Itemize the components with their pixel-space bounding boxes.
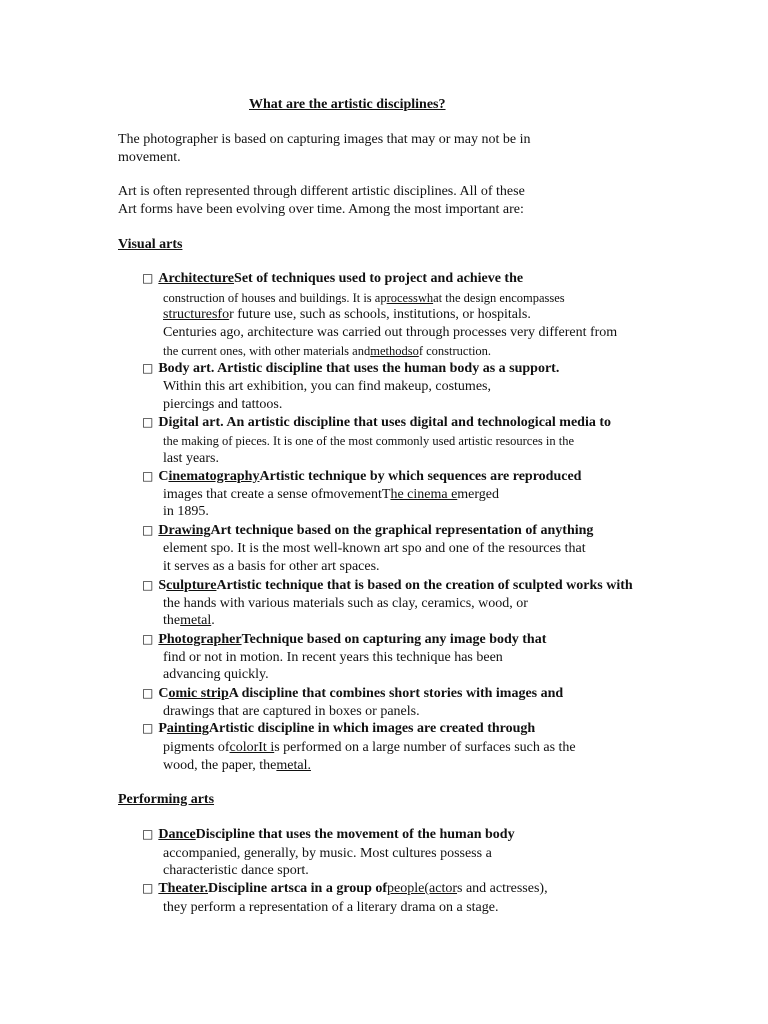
visual-arts-item-4-description-line-2: in 1895. [163, 504, 209, 519]
visual-arts-item-8-description-line-1: drawings that are captured in boxes or panels. [163, 704, 420, 719]
visual-arts-item-3-description-line-2: last years. [163, 451, 219, 466]
visual-arts-item-1-description-line-2: structuresfor future use, such as schools, institutions, or hospitals. [163, 307, 531, 322]
visual-arts-item-1-heading: □ ArchitectureSet of techniques used to project and achieve the [142, 271, 524, 286]
visual-arts-item-5-description-line-2: it serves as a basis for other art spaces. [163, 559, 380, 574]
performing-arts-item-1-description-line-1: accompanied, generally, by music. Most cultures possess a [163, 846, 492, 861]
visual-arts-item-9-heading: □ PaintingArtistic discipline in which images are created through [142, 721, 536, 736]
visual-arts-item-1-description-line-1: construction of houses and buildings. It is aprocesswhat the design encompasses [163, 291, 565, 305]
bullet-box-icon: □ [142, 523, 154, 537]
visual-arts-item-7-description-line-1: find or not in motion. In recent years this technique has been [163, 650, 503, 665]
visual-arts-item-4-heading: □ CinematographyArtistic technique by which sequences are reproduced [142, 469, 582, 484]
bullet-box-icon: □ [142, 469, 154, 483]
bullet-box-icon: □ [142, 721, 154, 735]
visual-arts-item-8-heading: □ Comic stripA discipline that combines short stories with images and [142, 686, 564, 701]
discipline-name: Architecture [158, 271, 235, 286]
performing-arts-item-1-heading: □ DanceDiscipline that uses the movement of the human body [142, 827, 515, 842]
visual-arts-item-2-heading [142, 359, 559, 378]
bullet-box-icon: □ [142, 361, 154, 375]
discipline-name: inematography [168, 469, 260, 484]
visual-arts-item-2-description-line-1: Within this art exhibition, you can find makeup, costumes, [163, 379, 491, 394]
visual-arts-item-4-description-line-1: images that create a sense ofmovementThe cinema emerged [163, 487, 500, 502]
discipline-name: Dance [158, 827, 196, 842]
visual-arts-item-1-description-line-3: Centuries ago, architecture was carried out through processes very different from [163, 325, 618, 340]
intro-paragraph-2-line-2: Art forms have been evolving over time. Among the most important are: [118, 202, 524, 217]
bullet-box-icon: □ [142, 271, 154, 285]
performing-arts-item-1-description-line-2: characteristic dance sport. [163, 863, 309, 878]
discipline-name: culpture [166, 578, 217, 593]
discipline-name: Theater. [158, 881, 208, 896]
visual-arts-item-2-description-line-2: piercings and tattoos. [163, 397, 283, 412]
bullet-box-icon: □ [142, 686, 154, 700]
intro-paragraph-1-line-1: The photographer is based on capturing images that may or may not be in [118, 132, 531, 147]
doc-title: What are the artistic disciplines? [249, 97, 446, 112]
visual-arts-item-3-heading [142, 413, 611, 432]
bullet-box-icon: □ [142, 881, 154, 895]
discipline-name: Body art. Artistic discipline that uses the human body as a support. [158, 361, 560, 376]
visual-arts-item-6-description-line-2: themetal. [163, 613, 215, 628]
discipline-name: omic strip [168, 686, 229, 701]
visual-arts-item-5-description-line-1: element spo. It is the most well-known art spo and one of the resources that [163, 541, 586, 556]
discipline-name: ainting [166, 721, 209, 736]
section-heading-visual-arts: Visual arts [118, 237, 183, 252]
visual-arts-item-6-heading: □ SculptureArtistic technique that is based on the creation of sculpted works with [142, 578, 633, 593]
visual-arts-item-5-heading: □ DrawingArt technique based on the graphical representation of anything [142, 523, 594, 538]
bullet-box-icon: □ [142, 827, 154, 841]
discipline-name: Digital art. An artistic discipline that uses digital and technological media to [158, 415, 612, 430]
bullet-box-icon: □ [142, 415, 154, 429]
visual-arts-item-7-description-line-2: advancing quickly. [163, 667, 269, 682]
section-heading-performing-arts: Performing arts [118, 792, 215, 807]
discipline-name: Drawing [158, 523, 211, 538]
visual-arts-item-9-description-line-1: pigments ofcolorIt is performed on a large number of surfaces such as the [163, 740, 576, 755]
visual-arts-item-1-description-line-4: the current ones, with other materials andmethodsof construction. [163, 344, 492, 358]
performing-arts-item-2-heading: □ Theater.Discipline artsca in a group ofpeople(actors and actresses), [142, 881, 548, 896]
visual-arts-item-7-heading: □ PhotographerTechnique based on capturing any image body that [142, 632, 547, 647]
performing-arts-item-2-description-line-1: they perform a representation of a literary drama on a stage. [163, 900, 499, 915]
visual-arts-item-9-description-line-2: wood, the paper, themetal. [163, 758, 311, 773]
bullet-box-icon: □ [142, 632, 154, 646]
bullet-box-icon: □ [142, 578, 154, 592]
intro-paragraph-2-line-1: Art is often represented through different artistic disciplines. All of these [118, 184, 525, 199]
visual-arts-item-6-description-line-1: the hands with various materials such as clay, ceramics, wood, or [163, 596, 528, 611]
visual-arts-item-3-description-line-1: the making of pieces. It is one of the most commonly used artistic resources in the [163, 434, 575, 448]
intro-paragraph-1-line-2: movement. [118, 150, 181, 165]
discipline-name: Photographer [158, 632, 242, 647]
